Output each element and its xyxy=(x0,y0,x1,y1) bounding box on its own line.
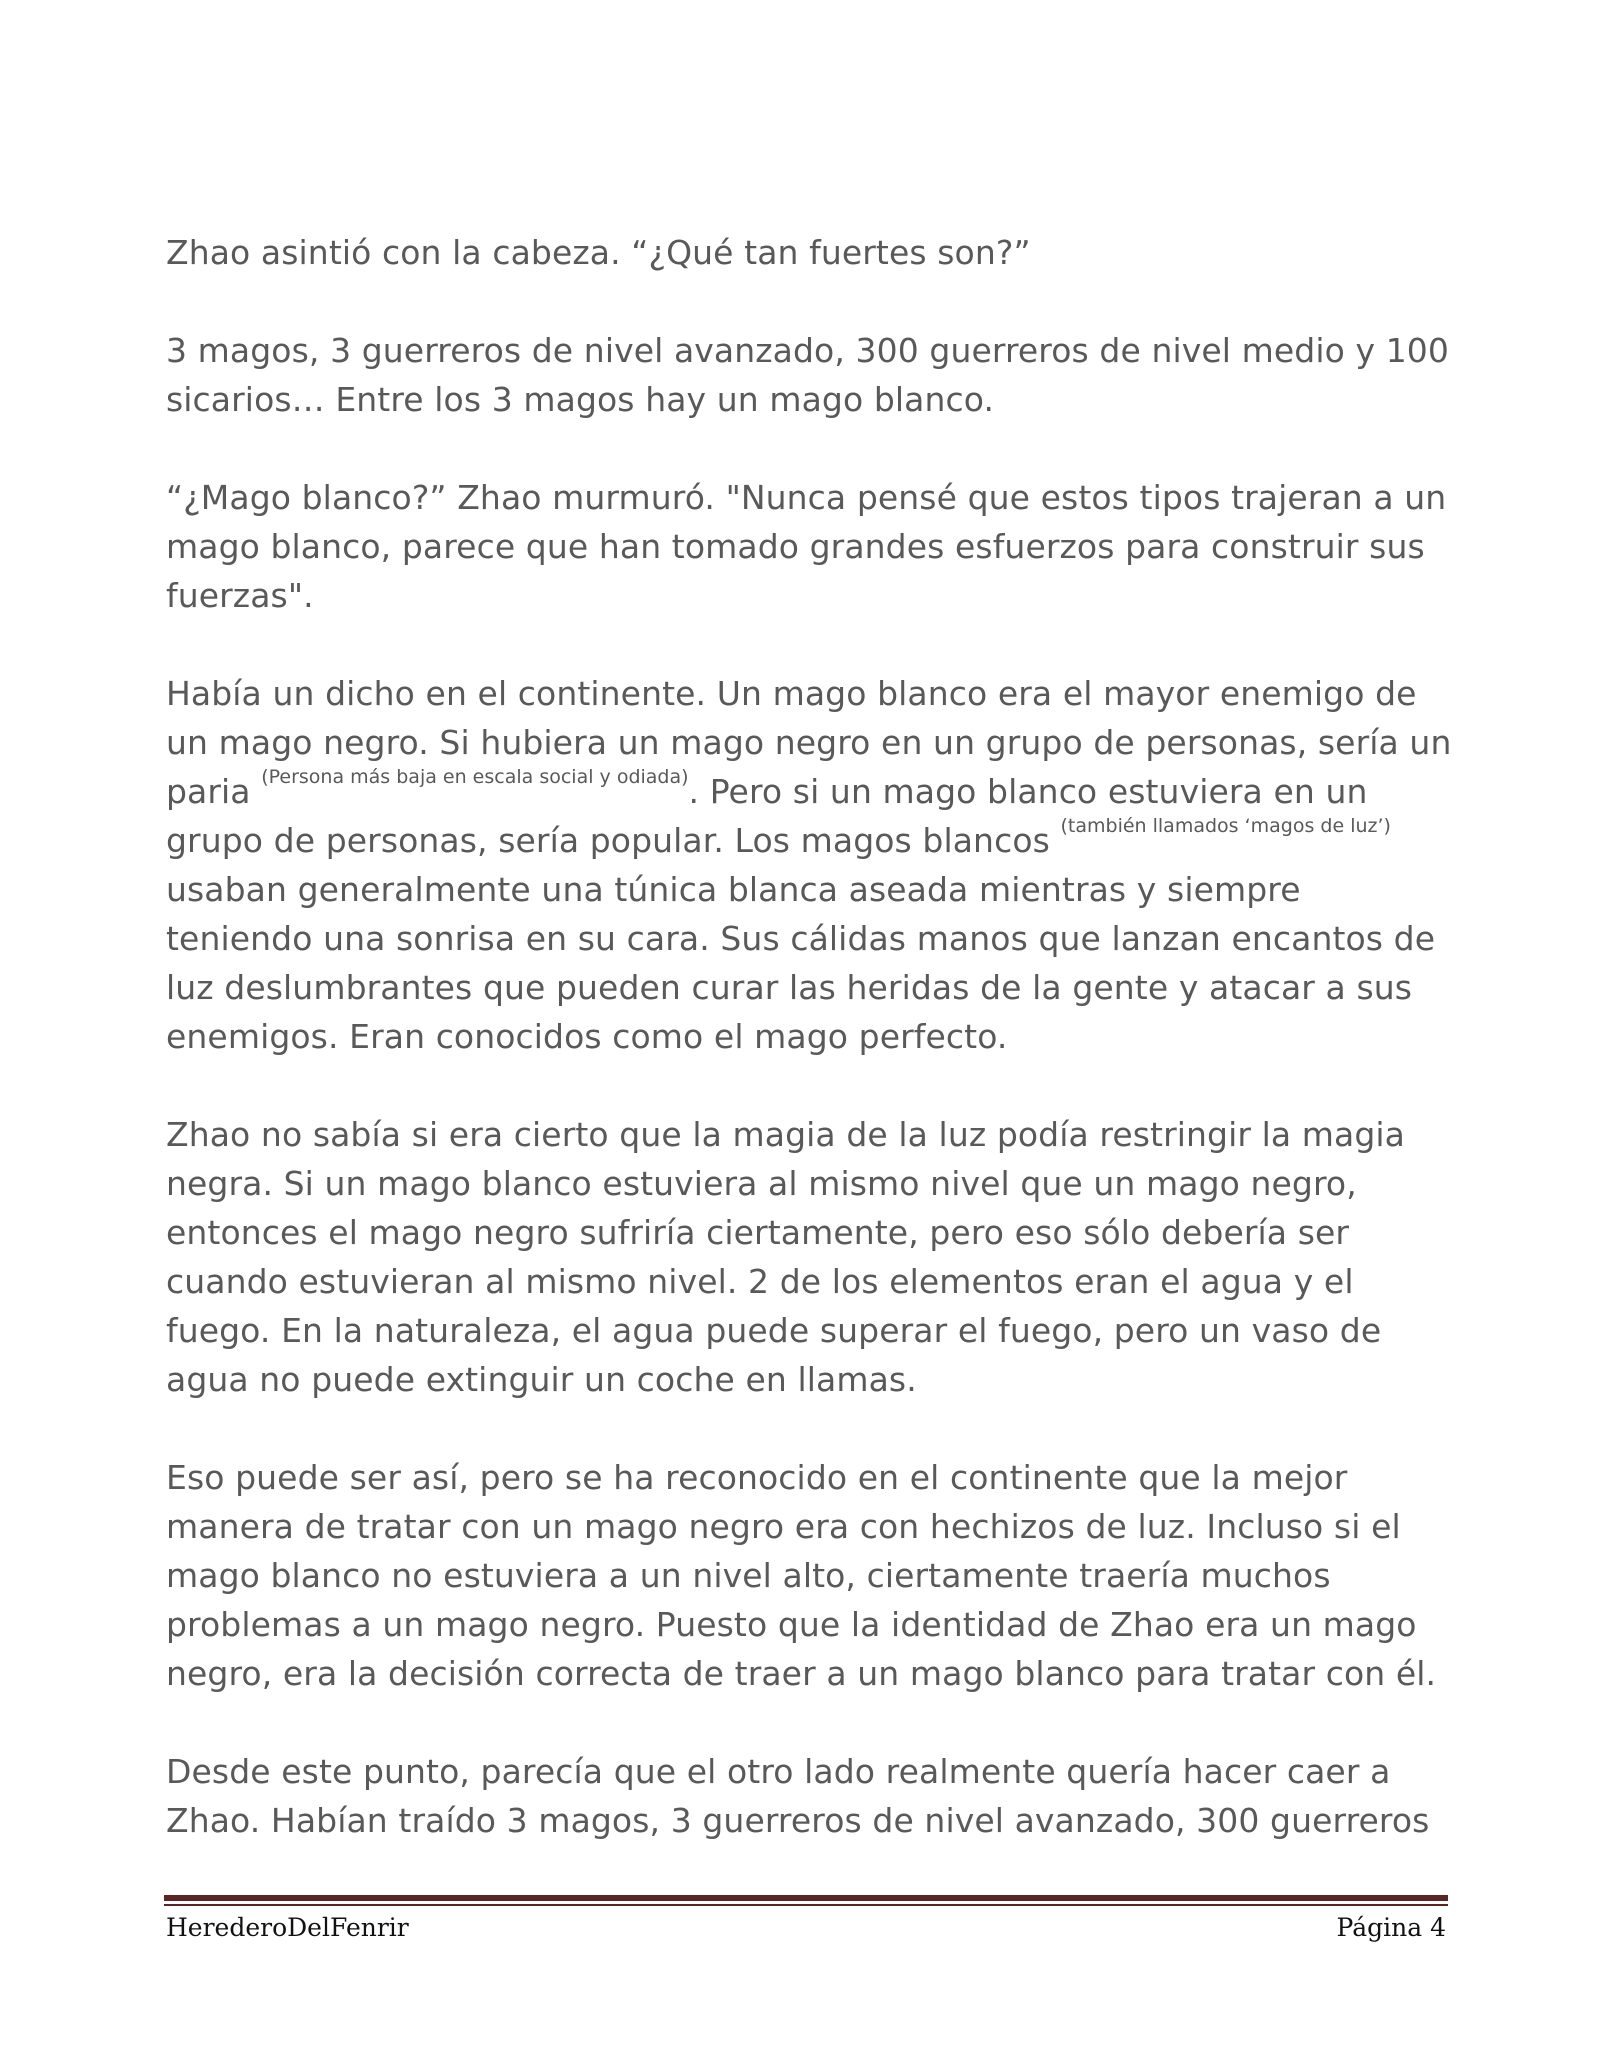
footer-divider-thick xyxy=(164,1895,1448,1901)
footnote-paria: (Persona más baja en escala social y odiada) xyxy=(261,766,689,788)
paragraph-4-text-3: usaban generalmente una túnica blanca aseada mientras y siempre teniendo una sonrisa en su cara. Sus cálidas manos que lanzan encantos de luz deslumbrantes que pueden curar las heridas de la gente y atacar a sus enemigos. Eran conocidos como el mago perfecto. xyxy=(166,870,1436,1056)
footer-divider-thin xyxy=(164,1904,1448,1906)
paragraph-1: Zhao asintió con la cabeza. “¿Qué tan fuertes son?” xyxy=(166,233,1031,272)
footer-author: HerederoDelFenrir xyxy=(166,1913,409,1942)
document-body xyxy=(166,228,1456,1845)
paragraph-5: Zhao no sabía si era cierto que la magia de la luz podía restringir la magia negra. Si un mago blanco estuviera al mismo nivel que un mago negro, entonces el mago negro sufriría ciertamente, pero eso sólo debería ser cuando estuvieran al mismo nivel. 2 de los elementos eran el agua y el fuego. En la naturaleza, el agua puede superar el fuego, pero un vaso de agua no puede extinguir un coche en llamas. xyxy=(166,1115,1405,1399)
footer-page-number: Página 4 xyxy=(1336,1913,1446,1942)
footnote-magos-de-luz: (también llamados ‘magos de luz’) xyxy=(1060,815,1391,837)
paragraph-3: “¿Mago blanco?” Zhao murmuró. "Nunca pensé que estos tipos trajeran a un mago blanco, parece que han tomado grandes esfuerzos para construir sus fuerzas". xyxy=(166,478,1447,615)
paragraph-2: 3 magos, 3 guerreros de nivel avanzado, 300 guerreros de nivel medio y 100 sicarios… Entre los 3 magos hay un mago blanco. xyxy=(166,331,1449,419)
paragraph-4-text-1: Había un dicho en el continente. Un mago blanco era el mayor enemigo de un mago negro. Si hubiera un mago negro en un grupo de personas, sería un paria xyxy=(166,674,1452,811)
paragraph-7: Desde este punto, parecía que el otro lado realmente quería hacer caer a Zhao. Habían traído 3 magos, 3 guerreros de nivel avanzado, 300 guerreros xyxy=(166,1752,1430,1840)
paragraph-4-text-2: . Pero si un mago blanco estuviera en un grupo de personas, sería popular. Los magos blancos xyxy=(166,772,1368,860)
paragraph-4 xyxy=(166,669,1456,1061)
paragraph-6: Eso puede ser así, pero se ha reconocido en el continente que la mejor manera de tratar con un mago negro era con hechizos de luz. Incluso si el mago blanco no estuviera a un nivel alto, ciertamente traería muchos problemas a un mago negro. Puesto que la identidad de Zhao era un mago negro, era la decisión correcta de traer a un mago blanco para tratar con él. xyxy=(166,1458,1437,1693)
